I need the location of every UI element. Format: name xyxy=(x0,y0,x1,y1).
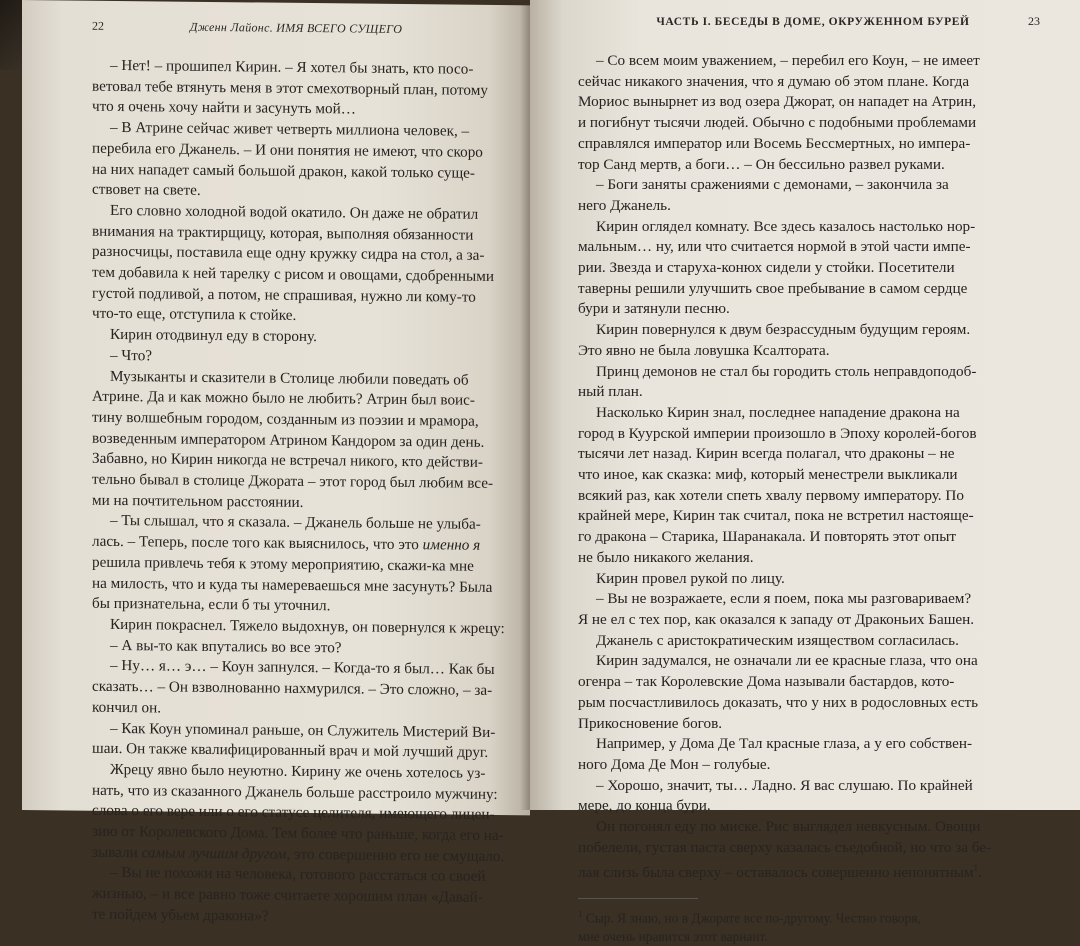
line-text: возведенным императором Атрином Кандором за один день. xyxy=(92,429,485,451)
line-text: те пойдем убьем дракона»? xyxy=(92,905,269,925)
text-line xyxy=(578,589,1040,610)
footnote-text: Сыр. Я знаю, но в Джорате все по-другому. Честно говоря, xyxy=(585,910,921,926)
line-text: тор Санд мертв, а боги… – Он бессильно развел руками. xyxy=(578,155,945,173)
text-line xyxy=(578,693,1040,714)
line-text: – Вы не возражаете, если я поем, пока мы разговариваем? xyxy=(596,590,972,608)
line-text: Его словно холодной водой окатило. Он даже не обратил xyxy=(110,201,479,223)
text-line xyxy=(578,527,1040,548)
text-line xyxy=(578,155,1040,176)
line-text: Кирин задумался, не означали ли ее красные глаза, что она xyxy=(596,652,978,670)
footnote-marker: 1 xyxy=(973,863,979,874)
line-text: лая слизь была сверху – оставалось совершенно непонятным xyxy=(578,864,974,882)
footnote-number: 1 xyxy=(578,909,583,920)
line-text: – Со всем моим уважением, – перебил его Коун, – не имеет xyxy=(596,52,980,69)
text-line xyxy=(578,569,1040,590)
text-line xyxy=(578,258,1040,279)
line-text: го дракона – Старика, Шаранакала. И повторять этот опыт xyxy=(578,528,957,546)
line-text: – Нет! – прошипел Кирин. – Я хотел бы знать, кто посо- xyxy=(110,56,474,78)
line-text: Атрине. Да и как можно было не любить? Атрин был воис- xyxy=(92,387,475,409)
footnote-rule xyxy=(578,898,698,899)
footnote-line xyxy=(578,905,1040,927)
line-text: – Как Коун упоминал раньше, он Служитель Мистерий Ви- xyxy=(110,719,496,741)
line-text: что-то еще, отступила к стойке. xyxy=(92,305,297,325)
line-text: ветовал тебе втянуть меня в этот смехотворный план, потому xyxy=(92,77,488,99)
text-line xyxy=(578,755,1040,776)
text-line xyxy=(92,905,508,930)
line-text: внимания на трактирщицу, которая, выполняя обязанности xyxy=(92,222,474,244)
line-text: не было никакого желания. xyxy=(578,548,754,566)
footnote-line xyxy=(578,928,1040,946)
line-text: ный план. xyxy=(578,383,643,401)
line-text: Например, у Дома Де Тал красные глаза, а у его собствен- xyxy=(596,735,973,753)
line-text: и погибнут тысячи людей. Обычно с подобными проблемами xyxy=(578,114,977,132)
line-text: Музыканты и сказители в Столице любили поведать об xyxy=(110,367,469,389)
line-text: рии. Звезда и старуха-конюх сидели у стойки. Посетители xyxy=(578,259,955,277)
left-page-number: 22 xyxy=(92,18,104,33)
line-text-tail: . xyxy=(978,864,982,882)
left-page-text xyxy=(92,56,508,930)
text-line xyxy=(578,279,1040,300)
italic-text: именно я xyxy=(422,536,481,554)
line-text: Кирин провел рукой по лицу. xyxy=(596,569,785,587)
line-text: побелели, густая паста сверху казалась съедобной, но что за бе- xyxy=(578,838,992,856)
right-running-head xyxy=(578,14,1040,29)
line-text: Кирин покраснел. Тяжело выдохнув, он повернулся к жрецу: xyxy=(110,615,505,638)
line-text: – Вы не похожи на человека, готового расстаться со своей xyxy=(110,864,486,886)
text-line xyxy=(578,796,1040,817)
line-text: Забавно, но Кирин никогда не встречал никого, кто действи- xyxy=(92,450,483,472)
line-text: на них нападет самый большой дракон, какой только суще- xyxy=(92,160,475,182)
text-line xyxy=(578,51,1040,72)
text-line xyxy=(578,734,1040,755)
line-text: ствовет на свете. xyxy=(92,180,201,200)
right-page-number: 23 xyxy=(1027,14,1040,28)
line-text: него Джанель. xyxy=(578,196,671,214)
text-line xyxy=(578,175,1040,196)
right-page xyxy=(530,0,1080,944)
text-line xyxy=(578,113,1040,134)
line-text: Кирин повернулся к двум безрассудным будущим героям. xyxy=(596,321,971,339)
line-text: нать, что из сказанного Джанель больше расстроило мужчину: xyxy=(92,781,498,803)
text-line xyxy=(578,817,1040,838)
text-line xyxy=(578,548,1040,569)
text-line xyxy=(578,299,1040,320)
line-text: Кирин отодвинул еду в сторону. xyxy=(110,326,317,346)
text-line xyxy=(578,506,1040,527)
line-text: зию от Королевского Дома. Тем более что раньше, когда его на- xyxy=(92,822,504,845)
line-text: всякий раз, как хотели спеть хвалу первому императору. По xyxy=(578,486,964,504)
line-text: слова о его вере или о его статусе целителя, имеющего лицен- xyxy=(92,802,495,824)
text-line xyxy=(578,610,1040,631)
italic-text: самым лучшим другом xyxy=(141,843,287,863)
line-text: – А вы-то как впутались во все это? xyxy=(110,636,342,657)
text-line xyxy=(92,325,508,350)
line-text-tail: , это совершенно его не смущало. xyxy=(286,845,505,865)
line-text: Жрецу явно было неуютно. Кирину же очень хотелось уз- xyxy=(110,760,486,782)
line-text: густой подливой, а потом, не спрашивая, нужно ли кому-то xyxy=(92,284,476,306)
line-text: что иное, как сказка: миф, который менестрели выкликали xyxy=(578,466,958,484)
line-text: огенра – так Королевские Дома называли бастардов, кото- xyxy=(578,673,955,691)
line-text: перебила его Джанель. – И они понятия не имеют, что скоро xyxy=(92,139,483,161)
line-text: сейчас никакого значения, что я думаю об этом плане. Когда xyxy=(578,72,970,90)
line-text: тысячи лет назад. Кирин всегда полагал, что драконы – не xyxy=(578,445,955,463)
text-line xyxy=(578,858,1040,884)
text-line xyxy=(578,631,1040,652)
line-text: Джанель с аристократическим изяществом согласилась. xyxy=(596,631,959,649)
right-running-title: ЧАСТЬ I. БЕСЕДЫ В ДОМЕ, ОКРУЖЕННОМ БУРЕЙ xyxy=(656,16,970,28)
text-line xyxy=(578,403,1040,424)
line-text: Мориос вынырнет из вод озера Джорат, он нападет на Атрин, xyxy=(578,93,977,111)
line-text: разносчицы, поставила еще одну кружку сидра на стол, а за- xyxy=(92,243,485,265)
line-text: Кирин оглядел комнату. Все здесь казалось настолько нор- xyxy=(596,217,976,235)
line-text: – Хорошо, значит, ты… Ладно. Я вас слушаю. По крайней xyxy=(596,776,973,794)
line-text: на милость, что и куда ты намереваешься мне засунуть? Была xyxy=(92,574,493,596)
line-text: – В Атрине сейчас живет четверть миллиона человек, – xyxy=(110,119,470,140)
text-line xyxy=(578,486,1040,507)
text-line xyxy=(578,651,1040,672)
line-text: жизнью, – и все равно тоже считаете хорошим план «Давай- xyxy=(92,884,483,906)
line-text: Прикосновение богов. xyxy=(578,714,723,732)
line-text: Принц демонов не стал бы городить столь неправдоподоб- xyxy=(596,362,977,380)
line-text: рым посчастливилось доказать, что у них в родословных есть xyxy=(578,693,979,711)
line-text: кончил он. xyxy=(92,698,161,717)
text-line xyxy=(578,92,1040,113)
line-text: сказать… – Он взволнованно нахмурился. – Это сложно, – за- xyxy=(92,677,493,700)
line-text: – Ты слышал, что я сказала. – Джанель больше не улыба- xyxy=(110,512,481,534)
line-text: тем добавила к ней тарелку с рисом и овощами, сдобренными xyxy=(92,263,494,285)
text-line xyxy=(578,237,1040,258)
footnote xyxy=(578,905,1040,945)
line-text: бури и затянули песню. xyxy=(578,300,730,318)
line-text: решила привлечь тебя к этому мероприятию, скажи-ка мне xyxy=(92,553,474,575)
line-text: тину волшебным городом, созданным из поэзии и мрамора, xyxy=(92,408,479,430)
text-line xyxy=(578,776,1040,797)
line-text: мальным… ну, или что считается нормой в этой части импе- xyxy=(578,238,971,256)
line-text: ми на почтительном расстоянии. xyxy=(92,491,304,511)
text-line xyxy=(578,838,1040,859)
text-line xyxy=(578,714,1040,735)
text-line xyxy=(578,424,1040,445)
right-page-text xyxy=(578,51,1040,884)
line-text: Он погонял еду по миске. Рис выглядел невкусным. Овощи xyxy=(596,818,981,836)
line-text: лась. – Теперь, после того как выяснилось, что это xyxy=(92,532,423,554)
text-line xyxy=(578,362,1040,383)
text-line xyxy=(578,72,1040,93)
text-line xyxy=(578,196,1040,217)
line-text: таверны решили улучшить свое пребывание в самом сердце xyxy=(578,279,968,297)
line-text: город в Куурской империи произошло в Эпоху королей-богов xyxy=(578,424,977,442)
line-text: зывали xyxy=(92,843,142,861)
text-line xyxy=(578,382,1040,403)
left-running-title: Дженн Лайонс. ИМЯ ВСЕГО СУЩЕГО xyxy=(189,19,403,36)
line-text: Это явно не была ловушка Ксалтората. xyxy=(578,341,830,359)
line-text: справлялся император или Восемь Бессмертных, но импера- xyxy=(578,134,971,152)
line-text: Насколько Кирин знал, последнее нападение дракона на xyxy=(596,403,960,421)
line-text: бы признательна, если б ты уточнил. xyxy=(92,595,331,615)
line-text: тельно бывал в столице Джората – этот город был любим все- xyxy=(92,470,494,492)
text-line xyxy=(578,134,1040,155)
line-text: мере, до конца бури. xyxy=(578,797,711,815)
line-text: – Что? xyxy=(110,346,153,365)
line-text: – Ну… я… э… – Коун запнулся. – Когда-то я был… Как бы xyxy=(110,657,495,679)
line-text: крайней мере, Кирин так считал, пока не встретил настояще- xyxy=(578,507,974,525)
text-line xyxy=(578,672,1040,693)
line-text: шаи. Он также квалифицированный врач и мой лучший друг. xyxy=(92,739,489,762)
line-text: Я не ел с тех пор, как оказался к западу от Драконьих Башен. xyxy=(578,610,975,628)
text-line xyxy=(578,217,1040,238)
text-line xyxy=(578,320,1040,341)
line-text: ного Дома Де Мон – голубые. xyxy=(578,755,771,773)
left-running-head xyxy=(92,19,508,38)
text-line xyxy=(578,341,1040,362)
line-text: – Боги заняты сражениями с демонами, – закончила за xyxy=(596,176,949,194)
left-page xyxy=(22,0,530,925)
line-text: что я очень хочу найти и засунуть мой… xyxy=(92,98,356,118)
footnote-text: мне очень нравится этот вариант. xyxy=(578,928,768,944)
text-line xyxy=(578,465,1040,486)
text-line xyxy=(578,444,1040,465)
